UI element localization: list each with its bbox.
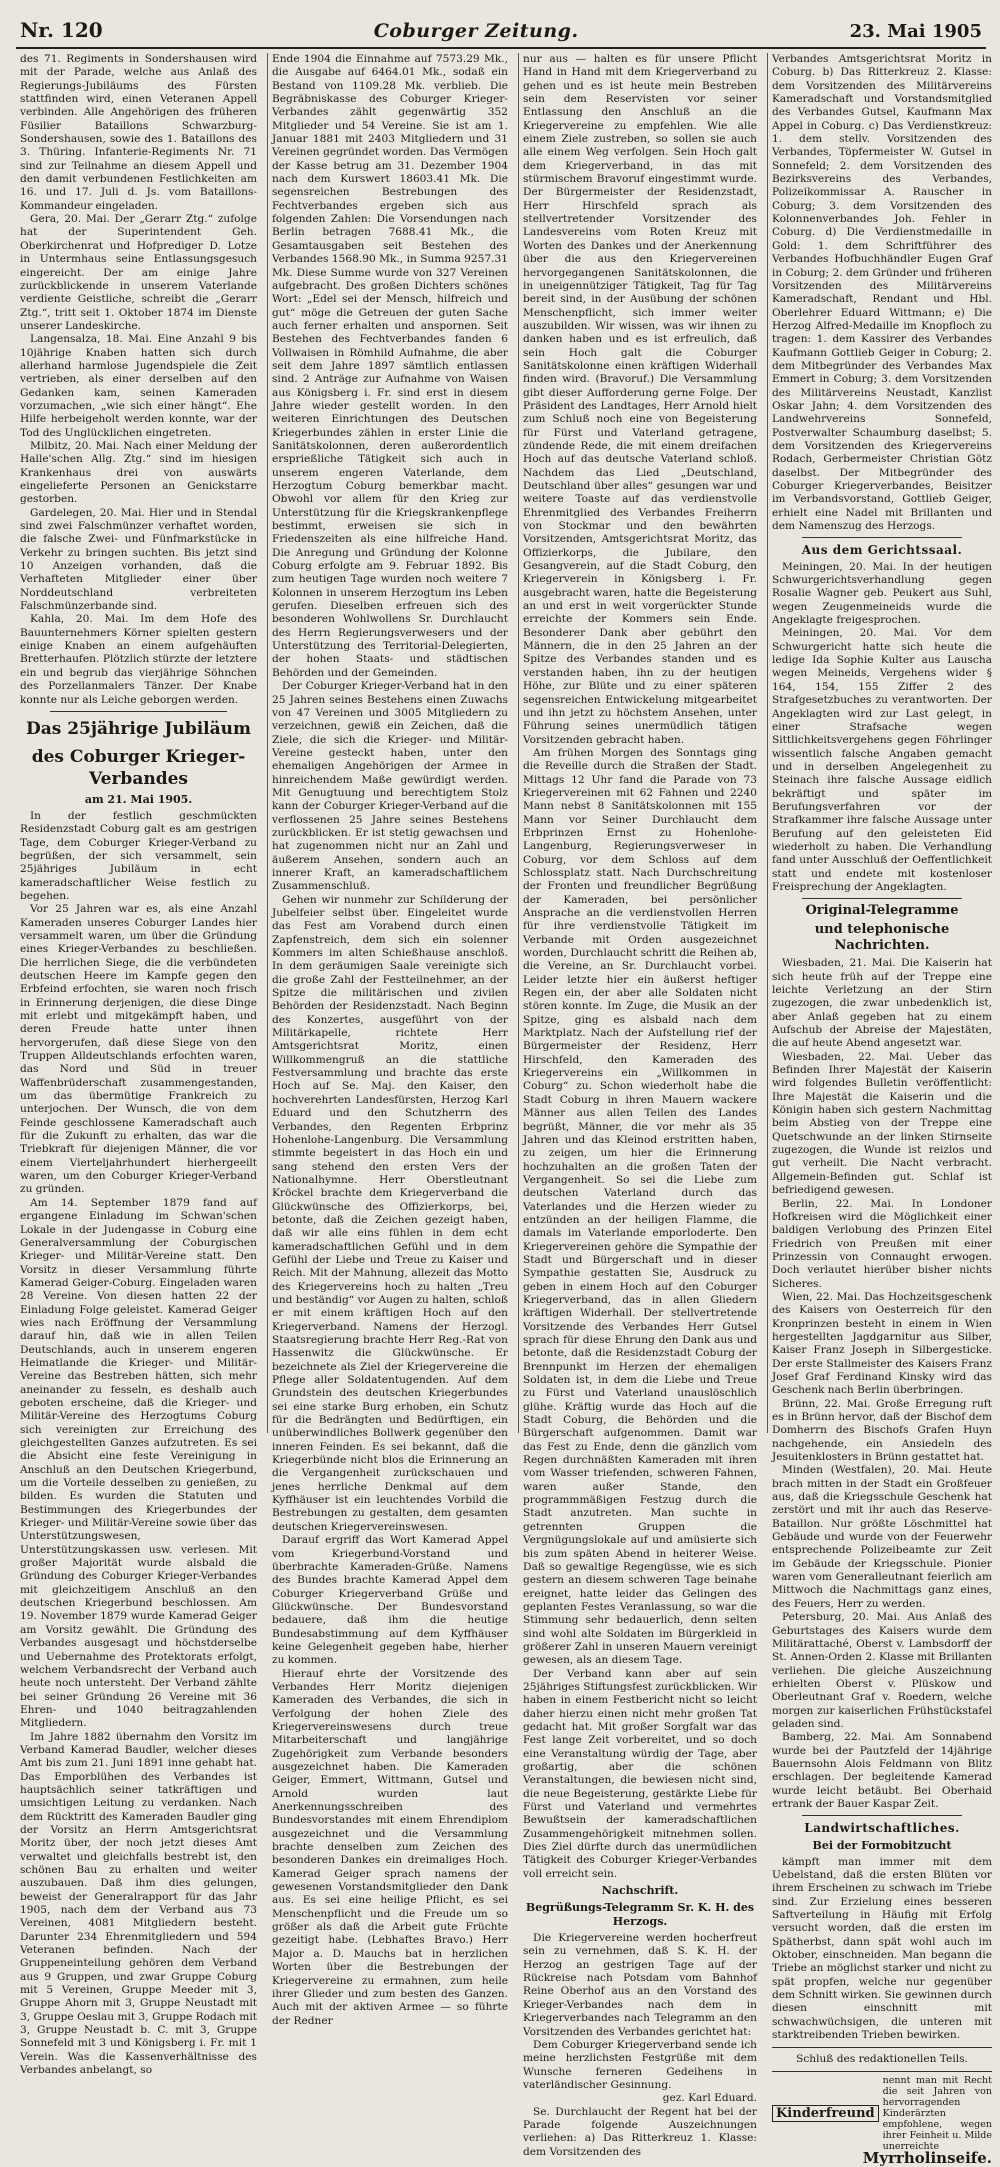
section-heading-court: Aus dem Gerichtssaal. — [801, 543, 963, 558]
column-3 — [518, 53, 761, 2158]
postscript-heading: Nachschrift. — [601, 1884, 679, 1898]
section-heading-agriculture: Landwirtschaftliches. — [804, 1821, 960, 1836]
article-paragraph: Der Verband kann aber auf sein 25jähriges Stiftungsfest zurückblicken. Wir haben in einem Festbericht nicht so leicht daher hierzu einen nicht mehr großen Tat gedacht hat. Mit großer Sorgfalt war das Fest lange Zeit vorbereitet, und so doch eine Veranstaltung würdig der Tage, aber großartig, aber die schönen Veranstaltungen, die bewiesen nicht sind, die neue Begeisterung, gestärkte Liebe für Fürst und Vaterland und vermehrtes Bewußtsein der kameradschaftlichen Zusammengehörigkeit mitnehmen sollen. Dies Ziel dürfte durch das unermüdlichen Tätigkeit des Coburger Krieger-Verbandes voll erreicht sein. — [523, 1667, 757, 1880]
news-wiesbaden-2: Wiesbaden, 22. Mai. Ueber das Befinden Ihrer Majestät der Kaiserin wird folgendes Bulletin veröffentlicht: Ihre Majestät die Kaiserin und die Königin haben sich gestern Nachmittag beim Abstieg von der Treppe eine Quetschwunde an der linken Stirnseite zugezogen, die Wunde ist reizlos und gut verheilt. Die Nacht verbracht. Allgemein-Befinden gut. Schlaf ist befriedigend gewesen. — [772, 1050, 992, 1197]
article-paragraph: Im Jahre 1882 übernahm den Vorsitz im Verband Kamerad Baudler, welcher dieses Amt bis zum 21. Juni 1891 inne gehabt hat. Das Emporblühen des Verbandes ist hauptsächlich seiner tatkräftigen und umsichtigen Leitung zu verdanken. Nach dem Rücktritt des Kameraden Baudler ging der Vorsitz an Herrn Amtsgerichtsrat Moritz über, der noch jetzt dieses Amt verwaltet und gleichfalls bestrebt ist, den schönen Bau zu erhalten und weiter auszubauen. Daß ihm dies gelungen, beweist der Generalrapport für das Jahr 1905, nach dem der Verband aus 73 Vereinen, 4081 Mitgliedern besteht. Darunter 234 Ehrenmitgliedern und 594 Veteranen befinden. Nach der Gruppeneinteilung gehören dem Verband aus 9 Gruppen, und zwar Gruppe Coburg mit 5 Vereinen, Gruppe Meeder mit 3, Gruppe Ahorn mit 3, Gruppe Neustadt mit 3, Gruppe Oeslau mit 3, Gruppe Rodach mit 3, Gruppe Neustadt b. C. mit 3, Gruppe Sonnefeld mit 3 und Königsberg i. Fr. mit 1 Verein. Was die Kassenverhältnisse des Verbandes anbelangt, so — [20, 1730, 257, 2077]
article-paragraph: Verbandes Amtsgerichtsrat Moritz in Coburg. b) Das Ritterkreuz 2. Klasse: dem Vorsitzenden des Militärvereins Kameradschaft und Vorstandsmitglied des Verbandes Gutsel, Kaufmann Max Appel in Coburg. c) Das Verdienstkreuz: 1. dem stellv. Vorsitzenden des Verbandes, Töpfermeister W. Gutsel in Sonnefeld; 2. dem Vorsitzenden des Bezirksvereins des Verbandes, Polizeikommissar A. Rauscher in Coburg; 3. dem Vorsitzenden des Kolonnenverbandes Joh. Fehler in Coburg. d) Die Verdienstmedaille in Gold: 1. dem Schriftführer des Verbandes Hofbuchhändler Eugen Graf in Coburg; 2. dem Gründer und früheren Vorsitzenden des Militärvereins Kameradschaft, Rendant und Hbl. Oberlehrer Eduard Wittmann; e) Die Herzog Alfred-Medaille im Knopfloch zu tragen: 1. dem Kassirer des Verbandes Kaufmann Gottlieb Geiger in Coburg; 2. dem Mitbegründer des Verbandes Max Emmert in Coburg; 3. dem Vorsitzenden des Militärvereins Neustadt, Kanzlist Oskar Jahn; 4. dem Vorsitzenden des Landwehrvereins Sonnefeld, Postverwalter Schaumburg daselbst; 5. dem Vorsitzenden des Kriegervereins Rodach, Gerbermeister Christian Götz daselbst. Der Mitbegründer des Coburger Kriegerverbandes, Beisitzer im Verbandsvorstand, Gottlieb Geiger, erhielt eine Nadel mit Brillanten und dem Namenszug des Herzogs. — [772, 53, 992, 533]
divider — [802, 537, 962, 538]
column-4 — [767, 53, 996, 2167]
masthead — [16, 18, 986, 49]
subheading-formobitzucht: Bei der Formobitzucht — [812, 1838, 952, 1852]
news-gardelegen: Gardelegen, 20. Mai. Hier und in Stendal sind zwei Falschmünzer verhaftet worden, die falsche Zwei- und Fünfmarkstücke in Verkehr zu bringen suchten. Bis jetzt sind 10 Anzeigen vorhanden, daß die Verhafteten Mitglieder einer über Norddeutschland verbreiteten Falschmünzerbande sind. — [20, 506, 257, 613]
article-dateline: am 21. Mai 1905. — [84, 792, 193, 806]
editorial-end-note: Schluß des redaktionellen Teils. — [796, 2053, 968, 2066]
advertisement-row — [772, 2075, 992, 2152]
divider — [50, 711, 227, 712]
telegram-signature: gez. Karl Eduard. — [662, 2092, 757, 2105]
column-1 — [16, 53, 261, 2077]
news-bamberg: Bamberg, 22. Mai. Am Sonnabend wurde bei der Pautzfeld der 14jährige Bauernsohn Alois Feldmann von Blitz erschlagen. Der begleitende Kamerad wurde leicht betäubt. Bei Oberhaid ertrank der Bauer Kaspar Zeit. — [772, 1731, 992, 1810]
article-paragraph: Die Kriegervereine werden hocherfreut sein zu vernehmen, daß S. K. H. der Herzog an gestrigen Tage auf der Rückreise nach Potsdam vom Bahnhof Reine Oberhof aus an den Vorstand des Krieger-Verbandes nach dem in Kriegerverbandes nach Telegramm an den Vorsitzenden des Verbandes gerichtet hat: — [523, 1932, 757, 2038]
ad-brand-myrrholinseife: Myrrholinseife. — [862, 2148, 992, 2167]
article-paragraph: kämpft man immer mit dem Uebelstand, daß die ersten Blüten vor ihrem Erscheinen zu schwach im Triebe sind. Zur Erzielung eines besseren Saftverteilung in Häufig mit Erfolg versucht worden, daß die ersten im Spätherbst, dann spät wohl auch im Oktober, einschneiden. Man begann die Triebe an möglichst starker und nicht zu spät propfen, welche nur gegenüber dem Schnitt wirken. Sie gewinnen durch diesen einschnitt mit schwachwüchsigen, die unteren mit starktreibenden Trieben bewirken. — [772, 1855, 992, 2042]
article-paragraph: Se. Durchlaucht der Regent hat bei der Parade folgende Auszeichnungen verliehen: a) Das Ritterkreuz 1. Klasse: dem Vorsitzenden des — [523, 2105, 757, 2158]
article-paragraph: Darauf ergriff das Wort Kamerad Appel vom Kriegerbund-Vorstand und überbrachte Kameraden-Grüße. Namens des Bundes brachte Kamerad Appel dem Coburger Kriegerverband Grüße und Glückwünsche. Der Bundesvorstand bedauere, daß ihm die heutige Bundesabstimmung auf dem Kyffhäuser keine Gelegenheit gegeben habe, hierher zu kommen. — [272, 1534, 508, 1667]
ad-text: nennt man mit Recht die seit Jahren von hervorragenden Kinderärzten empfohlene, wegen ihrer Feinheit u. Milde unerreichte — [882, 2074, 992, 2152]
article-paragraph: Der Coburger Krieger-Verband hat in den 25 Jahren seines Bestehens einen Zuwachs von 47 Vereinen und 3005 Mitgliedern zu verzeichnen, gewiß ein Zeichen, daß die Ziele, die sich die Krieger- und Militär-Vereine gesteckt haben, unter den ehemaligen Angehörigen der Armee in hinreichendem Maße gewürdigt werden. Mit Genugtuung und berechtigtem Stolz kann der Coburger Krieger-Verband auf die verflossenen 25 Jahre seines Bestehens zurückblicken. Er ist stetig gewachsen und hat zugenommen nicht nur an Zahl und äußerem Ansehen, sondern auch an innerer Kraft, an kameradschaftlichem Zusammenschluß. — [272, 680, 508, 893]
issue-date: 23. Mai 1905 — [849, 21, 982, 42]
news-bruenn: Brünn, 22. Mai. Große Erregung ruft es in Brünn hervor, daß der Bischof dem Domherrn des Bischofs Grafen Huyn nachgehende, ein Ansiedeln des Jesuitenklosters in Brünn gestattet hat. — [772, 1397, 992, 1464]
news-kahla: Kahla, 20. Mai. Im dem Hofe des Bauunternehmers Körner spielten gestern einige Knaben an einem aufgehäuften Bretterhaufen. Plötzlich stürzte der letztere ein und begrub das vierjährige Söhnchen des Porzellanmalers Tänzer. Der Knabe konnte nur als Leiche geborgen werden. — [20, 613, 257, 706]
divider — [802, 898, 962, 899]
news-petersburg: Petersburg, 20. Mai. Aus Anlaß des Geburtstages des Kaisers wurde dem Militärattaché, Oberst v. Lambsdorff der St. Annen-Orden 2. Klasse mit Brillanten verliehen. Die gleiche Auszeichnung erhielten Oberst v. Plüskow und Oberleutnant Graf v. Roedern, welche morgen zur kaiserlichen Frühstückstafel geladen sind. — [772, 1611, 992, 1730]
issue-number: Nr. 120 — [20, 18, 103, 42]
news-langensalza: Langensalza, 18. Mai. Eine Anzahl 9 bis 10jährige Knaben hatten sich durch allerhand harmlose Jugendspiele die Zeit vertrieben, als einer derselben auf den Gedanken kam, seinen Kameraden vorzumachen, „wie sich einer hängt“. Ehe Hilfe herbeigeholt werden konnte, war der Tod des Unglücklichen eingetreten. — [20, 333, 257, 439]
news-wien: Wien, 22. Mai. Das Hochzeitsgeschenk des Kaisers von Oesterreich für den Kronprinzen besteht in einem in Wien hergestellten Jagdgarnitur aus Silber, Kaiser Franz Joseph in Silbergesticke. Der erste Stallmeister des Kaisers Franz Josef Graf Ferdinand Kinsky wird das Geschenk nach Berlin überbringen. — [772, 1290, 992, 1397]
article-paragraph: Vor 25 Jahren war es, als eine Anzahl Kameraden unseres Coburger Landes hier versammelt waren, um über die Gründung eines Krieger-Verbandes zu beschließen. Die herrlichen Siege, die die verbündeten deutschen Heere im Kampfe gegen den Erbfeind erfochten, sie waren noch frisch in Erinnerung derjenigen, die diese Dinge mit erlebt und mitgekämpft haben, und deren Freude hatte unter ihnen hervorgerufen, daß diese Siege von den Truppen Alldeutschlands erfochten waren, das Nord und Süd in treuer Waffenbrüderschaft zusammengestanden, um das übermütige Frankreich zu unterjochen. Der Wunsch, die von dem Feinde geschlossene Kameradschaft auch für die Zukunft zu erhalten, das war die Triebkraft für diejenigen Männer, die vor einem Vierteljahrhundert hierhergeeilt waren, um den Coburger Krieger-Verband zu gründen. — [20, 903, 257, 1196]
advertisement — [772, 2071, 992, 2165]
telegram-heading: Begrüßungs-Telegramm Sr. K. H. des Herzogs. — [525, 1901, 755, 1929]
news-gera: Gera, 20. Mai. Der „Gerarr Ztg.“ zufolge hat der Superintendent Geh. Oberkirchenrat und Hofprediger D. Lotze in Untermhaus seine Entlassungsgesuch eingereicht. Der am einige Jahre zurückblickende in unserem Vaterlande verdiente Geistliche, schreibt die „Gerarr Ztg.“, tritt seit 1. Oktober 1874 im Dienste unserer Landeskirche. — [20, 213, 257, 332]
section-heading-telegrams-line-2: und telephonische Nachrichten. — [814, 922, 950, 954]
article-paragraph: In der festlich geschmückten Residenzstadt Coburg galt es am gestrigen Tage, dem Coburger Krieger-Verband zu begrüßen, der sich versammelt, sein 25jähriges Jubiläum in echt kameradschaftlicher Weise festlich zu begehen. — [20, 809, 257, 902]
article-headline: Das 25jährige Jubiläum — [25, 718, 252, 739]
news-meiningen-1: Meiningen, 20. Mai. In der heutigen Schwurgerichtsverhandlung gegen Rosalie Wagner geb. Peukert aus Suhl, wegen Zeugenmeineids wurde die Angeklagte freigesprochen. — [772, 560, 992, 627]
article-paragraph: Ende 1904 die Einnahme auf 7573.29 Mk., die Ausgabe auf 6464.01 Mk., sodaß ein Bestand von 1109.28 Mk. verblieb. Die Begräbniskasse des Coburger Krieger-Verbandes zählt gegenwärtig 352 Mitglieder und 54 Vereine. Sie ist am 1. Januar 1881 mit 2403 Mitgliedern und 31 Vereinen gegründet worden. Das Vermögen der Kasse betrug am 31. Dezember 1904 nach dem Kurswert 18603.41 Mk. Die segensreichen Bestrebungen des Fechtverbandes ergeben sich aus folgenden Zahlen: Die Vorsendungen nach Berlin betragen 7688.41 Mk., die Gesamtausgaben seit Bestehen des Verbandes 1568.90 Mk., in Summa 9257.31 Mk. Diese Summe wurde von 327 Vereinen aufgebracht. Des großen Dichters schönes Wort: „Edel sei der Mensch, hilfreich und gut“ möge die Getreuen der guten Sache auch ferner erhalten und anspornen. Seit Bestehen des Fechtverbandes fanden 6 Vollwaisen in Römhild Aufnahme, die aber seit dem Jahre 1897 sämtlich entlassen sind. 2 Anträge zur Aufnahme von Waisen aus Königsberg i. Fr. sind erst in diesem Jahre wieder gestellt worden. In den weiteren Einrichtungen des Deutschen Kriegerbundes zählen in erster Linie die Sanitätskolonnen, deren außerordentlich ersprießliche Tätigkeit sich auch in unserem engeren Vaterlande, dem Herzogtum Coburg bemerkbar macht. Obwohl vor allem für den Krieg zur Unterstützung für die Kriegskrankenpflege bestimmt, erweisen sie sich in Friedenszeiten als eine hilfreiche Hand. Die Anregung und Gründung der Kolonne Coburg erfolgte am 9. Februar 1892. Bis zum heutigen Tage wurden noch weitere 7 Kolonnen in unserem Herzogtum ins Leben gerufen. Dieselben erfreuen sich des besonderen Wohlwollens Sr. Durchlaucht des Herrn Regierungsverwesers und der Unterstützung des Territorial-Delegierten, der hohen Staats- und städtischen Behörden und der Gemeinden. — [272, 53, 508, 679]
advertisement-row — [772, 2148, 992, 2167]
article-paragraph: Am frühen Morgen des Sonntags ging die Reveille durch die Straßen der Stadt. Mittags 12 Uhr fand die Parade von 73 Kriegervereinen mit 62 Fahnen und 2240 Mann nebst 8 Sanitätskolonnen mit 155 Mann vor Seiner Durchlaucht dem Erbprinzen Ernst zu Hohenlohe-Langenburg, Regierungsverweser in Coburg, vor dem Schloss auf dem Schlossplatz statt. Nach Durchschreitung der Fronten und freundlicher Begrüßung der Kameraden, bei persönlicher Ansprache an die verdienstvollen Herren für ihre verdienstvolle Tätigkeit im Verbande mit Orden ausgezeichnet worden, Durchlaucht schritt die Reihen ab, die Vereine, an Sr. Durchlaucht vorbei. Leider letzte hier ein äußerst heftiger Regen ein, der aber alle Soldaten nicht stören konnte. Im Zuge, die Musik an der Spitze, ging es alsbald nach dem Marktplatz. Nach der Aufstellung rief der Bürgermeister der Residenz, Herr Hirschfeld, den Kameraden des Kriegervereins ein „Willkommen in Coburg“ zu. Schon wiederholt habe die Stadt Coburg in ihren Mauern wackere Männer aus allen Teilen des Landes begrüßt, Männer, die vor mehr als 35 Jahren und das Kleinod erstritten haben, zu zeigen, um hier die Erinnerung hochzuhalten an die großen Taten der Vergangenheit. So sei die Liebe zum deutschen Vaterland durch das Vaterlandes und die Herzen wieder zu entzünden an der heiligen Flamme, die damals im Vaterlande emporloderte. Den Kriegervereinen gehöre die Sympathie der Stadt und Bürgerschaft und in dieser Sympathie gestatten Sie, Ausdruck zu geben in einem Hoch auf den Coburger Kriegerverband, das in allen Gliedern kräftigen Widerhall. Der stellvertretende Vorsitzende des Verbandes Herr Gutsel sprach für diese Ehrung den Dank aus und betonte, daß die Residenzstadt Coburg der Brennpunkt im Herzen der ehemaligen Soldaten ist, in dem die Liebe und Treue zu Fürst und Vaterland unauslöschlich glühe. Kräftig wurde das Hoch auf die Stadt Coburg, die Behörden und die Bürgerschaft aufgenommen. Damit war das Fest zu Ende, denn die gänzlich vom Regen durchnäßten Kameraden mit ihren vom Wasser triefenden, schweren Fahnen, waren außer Stande, den programmmäßigen Festzug durch die Stadt anzutreten. Man suchte in getrennten Gruppen die Vergnügungslokale auf und amüsierte sich bis zum späten Abend in heiterer Weise. Daß so gewaltige Regengüsse, wie es sich gestern an diesem schweren Tage beinahe ereignet, hatte leider das Gelingen des geplanten Festes Veranlassung, so war die Stimmung sehr bedauerlich, denn selten sind wohl alte Soldaten im Bürgerkleid in größerer Zahl in unseren Mauern vereinigt gewesen, als an diesem Tage. — [523, 746, 757, 1667]
news-meiningen-2: Meiningen, 20. Mai. Vor dem Schwurgericht hatte sich heute die ledige Ida Sophie Kulter aus Lauscha wegen Meineids, Vergehens wider § 164, 154, 155 Ziffer 2 des Strafgesetzbuches zu verantworten. Der Angeklagten wird zur Last gelegt, in einer Strafsache wegen Sittlichkeitsvergehens gegen Föhrlinger wissentlich falsche Angaben gemacht und in derselben Angelegenheit zu Steinach ihre falsche Aussage eidlich bekräftigt und später im Berufungsverfahren vor der Strafkammer ihre falsche Aussage unter Berufung auf den geleisteten Eid wiederholt zu haben. Die Verhandlung fand unter Ausschluß der Oeffentlichkeit statt und endete mit kostenloser Freisprechung der Angeklagten. — [772, 627, 992, 893]
article-paragraph: Am 14. September 1879 fand auf ergangene Einladung im Schwan'schen Lokale in der Judengasse in Coburg eine Generalversammlung der Coburgischen Krieger- und Militär-Vereine statt. Den Vorsitz in dieser Versammlung führte Kamerad Geiger-Coburg. Eingeladen waren 28 Vereine. Von diesen hatten 22 der Einladung Folge geleistet. Kamerad Geiger wies nach Eröffnung der Versammlung darauf hin, daß wie in allen Teilen Deutschlands, auch in unserem engeren Heimatlande die Krieger- und Militär-Vereine das Bestreben hätten, sich mehr aneinander zu fesseln, es deshalb auch geboten erscheine, daß die Krieger- und Militär-Vereine des Herzogtums Coburg sich vereinigten zur Erreichung des gleichgestellten Ganzes aufzutreten. Es sei die Absicht eine feste Vereinigung in Anschluß an den Deutschen Kriegerbund, um die Vorteile desselben zu genießen, zu bilden. Es wurden die Statuten und Bestimmungen des Kriegerbundes der Krieger- und Militär-Vereine sowie über das Unterstützungswesen, Unterstützungskassen usw. verlesen. Mit großer Majorität wurde alsbald die Gründung des Coburger Krieger-Verbandes mit gleichzeitigem Anschluß an den deutschen Kriegerbund beschlossen. Am 19. November 1879 wurde Kamerad Geiger am Vorsitz gewählt. Die Gründung des Verbandes ausgesagt und höchstderselbe und Uebernahme des Protektorats erfolgt, welchem Verbandsrecht der Verband auch heute noch untersteht. Der Verband zählte bei seiner Gründung 26 Vereine mit 36 Ehren- und 1040 beitragzahlenden Mitgliedern. — [20, 1196, 257, 1730]
news-wiesbaden-1: Wiesbaden, 21. Mai. Die Kaiserin hat sich heute früh auf der Treppe eine leichte Verletzung an der Stirn zugezogen, die zwar unbedenklich ist, aber Anlaß gegeben hat zu einem Aufschub der Abreise der Majestäten, die auf heute Abend angesetzt war. — [772, 957, 992, 1050]
news-berlin: Berlin, 22. Mai. In Londoner Hofkreisen wird die Möglichkeit einer baldigen Verlobung des Prinzen Eitel Friedrich von Preußen mit einer Prinzessin von Connaught erwogen. Doch verlautet hierüber bisher nichts Sicheres. — [772, 1197, 992, 1290]
article-headline-line-2: des Coburger Krieger-Verbandes — [31, 746, 246, 789]
section-heading-telegrams: Original-Telegramme — [805, 903, 959, 919]
paragraph: des 71. Regiments in Sondershausen wird mit der Parade, welche aus Anlaß des Regierungs-Jubiläums des Fürsten stattfinden wird, einen Veteranen Appell verbinden. Alle Angehörigen des früheren Füsilier Bataillons Schwarzburg-Sondershausen, sowie des 1. Bataillons des 3. Thüring. Infanterie-Regiments Nr. 71 sind zur Teilnahme an diesem Appell und den damit verbundenen Festlichkeiten am 16. und 17. Juli d. Js. vom Bataillons-Kommandeur eingeladen. — [20, 53, 257, 212]
article-paragraph: Gehen wir nunmehr zur Schilderung der Jubelfeier selbst über. Eingeleitet wurde das Fest am Vorabend durch einen Zapfenstreich, dem sich ein solenner Kommers im alten Schießhause anschloß. In dem geräumigen Saale vereinigte sich die große Zahl der Festteilnehmer, an der Spitze die militärischen und zivilen Behörden der Residenzstadt. Nach Beginn des Konzertes, ausgeführt von der Militärkapelle, richtete Herr Amtsgerichtsrat Moritz, einen Willkommengruß an die stattliche Festversammlung und brachte das erste Hoch auf Se. Maj. den Kaiser, den hochverehrten Landesfürsten, Herzog Karl Eduard und den Schutzherrn des Verbandes, den Regenten Erbprinz Hohenlohe-Langenburg. Die Versammlung stimmte begeistert in das Hoch ein und sang stehend den ersten Vers der Nationalhymne. Herr Oberstleutnant Kröckel brachte dem Kriegerverband die Glückwünsche des Offizierkorps, bei, betonte, daß die Zeichen gezeigt haben, daß wir alle eins fühlen in dem echt kameradschaftlichen Gefühl und in dem Gefühl der Liebe und Treue zu Kaiser und Reich. Mit der Mahnung, allezeit das Motto des Kriegervereins hoch zu halten „Treu und beständig“ vor Augen zu halten, schloß er mit einem kräftigen Hoch auf den Kriegerverband. Namens der Herzogl. Staatsregierung brachte Herr Reg.-Rat von Hassenwitz die Glückwünsche. Er bezeichnete als Ziel der Kriegervereine die Pflege aller Soldatentugenden. Auf dem Grundstein des deutschen Kriegerbundes sei eine starke Burg erhoben, ein Schutz für die Bedrängten und Bedürftigen, ein unüberwindliches Bollwerk gegenüber den inneren Feinden. Es sei bekannt, daß die Kriegerbünde nicht blos die Erinnerung an die Vergangenheit zurückschauen und jenes herrliche Denkmal auf dem Kyffhäuser ist ein leuchtendes Vorbild die Bestrebungen zu gestalten, dem gesamten deutschen Kriegervereinswesen. — [272, 893, 508, 1533]
ad-brand-kinderfreund: Kinderfreund — [772, 2105, 879, 2122]
column-2 — [267, 53, 512, 2027]
article-paragraph: Hierauf ehrte der Vorsitzende des Verbandes Herr Moritz diejenigen Kameraden des Verbandes, die sich in Verfolgung der hohen Ziele des Kriegervereinswesens durch treue Mitarbeiterschaft und langjährige Zugehörigkeit zum Verbande besonders ausgezeichnet haben. Die Kameraden Geiger, Emmert, Wittmann, Gutsel und Arnold wurden laut Anerkennungsschreiben des Bundesvorstandes mit einem Ehrendiplom ausgezeichnet und die Versammlung brachte denselben zum Zeichen des besonderen Dankes ein dreimaliges Hoch. Kamerad Geiger sprach namens der gewesenen Vorstandsmitglieder den Dank aus. Es sei eine heilige Pflicht, es sei Menschenpflicht und die Freude um so größer als daß die Arbeit gute Früchte gezeitigt habe. (Lebhaftes Bravo.) Herr Major a. D. Mauchs bat in herzlichen Worten über die Bestrebungen der Kriegervereine zu ermahnen, zum heile ihrer Glieder und zum besten des Ganzen. Auch mit der aktiven Armee — so führte der Redner — [272, 1667, 508, 2027]
news-minden: Minden (Westfalen), 20. Mai. Heute brach mitten in der Stadt ein Großfeuer aus, daß die Kriegsschule Geschenk hat zerstört und mit ihr auch das Reserve-Bataillon. Nur größte Löschmittel hat Gebäude und wurde von der Feuerwehr entsprechende Polizeibeamte zur Zeit im Gebäude der Kriegsschule. Pionier waren vom Generalleutnant feierlich am Mittwoch die Nachmittags ganz eines, des Feuers, Herr zu werden. — [772, 1464, 992, 1610]
newspaper-title: Coburger Zeitung. — [373, 20, 579, 42]
article-paragraph: nur aus — halten es für unsere Pflicht Hand in Hand mit dem Kriegerverband zu gehen und es ist heute mein Bestreben sein dem Reservisten vor seiner Entlassung den Anschluß an die Kriegervereine zu empfehlen. Wie alle einem Ziele zustreben, so sollen sie auch alle einem Weg verfolgen. Sein Hoch galt dem Kriegerverband, in das mit stürmischem Bravoruf eingestimmt wurde. Der Bürgermeister der Residenzstadt, Herr Hirschfeld sprach als stellvertretender Vorsitzender des Landesvereins vom Roten Kreuz mit Worten des Dankes und der Anerkennung über die aus den Kriegervereinen hervorgegangenen Sanitätskolonnen, die in uneigennütziger Tätigkeit, Tag für Tag bereit sind, in der Ausübung der schönen Menschenpflicht, sich immer weiter auszubilden. Wir wissen, was wir ihnen zu danken haben und es ist erfreulich, daß sein Hoch galt die Coburger Sanitätskolonne einen kräftigen Widerhall finden wird. (Bravoruf.) Die Versammlung gibt dieser Aufforderung gerne Folge. Der Präsident des Landtages, Herr Arnold hielt zum Schluß noch eine von Begeisterung für Fürst und Vaterland getragene, zündende Rede, die mit einem dreifachen Hoch auf das deutsche Vaterland schloß. Nachdem das Lied „Deutschland, Deutschland über alles“ gesungen war und weitere Toaste auf das verdienstvolle Ehrenmitglied des Verbandes Freiherrn von Stockmar und den bewährten Vorsitzenden, Amtsgerichtsrat Moritz, das Offizierkorps, die Jubilare, den Gesangverein, auf die Stadt Coburg, den Kriegerverein in Königsberg i. Fr. ausgebracht waren, hatte die Begeisterung an und erst in weit vorgerückter Stunde erreichte der Kommers sein Ende. Besonderer Dank aber gebührt den Männern, die in den 25 Jahren an der Spitze des Verbandes standen und es verstanden haben, ihn zu der heutigen Höhe, zur Blüte und zu einer späteren segensreichen Entwickelung mitgearbeitet und ihn jetzt zu höchstem Ansehen, unter Führung seines unermüdlich tätigen Vorsitzenden gebracht haben. — [523, 53, 757, 746]
divider — [772, 2047, 992, 2048]
telegram-text: Dem Coburger Kriegerverband sende ich meine herzlichsten Festgrüße mit dem Wunsche ferneren Gedeihens in vaterländischer Gesinnung. — [523, 2038, 757, 2091]
divider — [802, 1815, 962, 1816]
columns — [16, 53, 992, 2167]
news-milbitz: Milbitz, 20. Mai. Nach einer Meldung der Halle'schen Allg. Ztg.“ sind im hiesigen Krankenhaus drei von auswärts eingelieferte Personen an Genickstarre gestorben. — [20, 439, 257, 506]
